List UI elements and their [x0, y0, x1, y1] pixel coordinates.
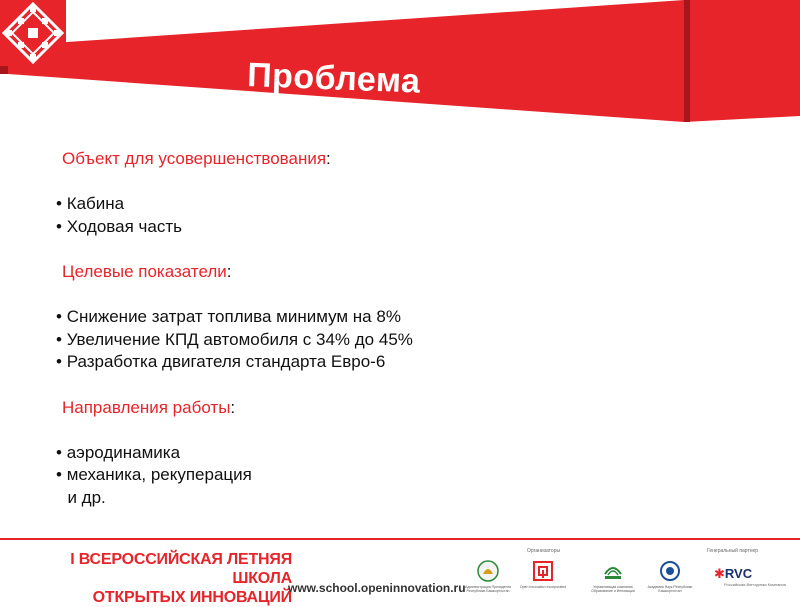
- slide-content: [56, 148, 413, 510]
- section-heading: Направления работы:: [62, 397, 236, 417]
- footer-divider: [0, 538, 800, 540]
- organizer-logo: Академия Наук Республики Башкортостан: [645, 560, 695, 593]
- organizer-logo: Open Innovation Incorporated: [518, 560, 568, 589]
- rvc-mark-icon: ✱: [714, 566, 725, 581]
- list-item: • Кабина: [56, 194, 125, 214]
- partner-logo: ✱RVC: [714, 566, 753, 581]
- open-innovation-logo-icon: [532, 560, 554, 582]
- list-continuation: и др.: [67, 487, 106, 507]
- partner-subtitle: Российская Венчурная Компания: [724, 582, 786, 587]
- section-heading: Целевые показатели:: [62, 261, 232, 281]
- section-heading: Объект для усовершенствования:: [62, 149, 331, 168]
- list-item: • Ходовая часть: [56, 216, 182, 236]
- organizer-logo: Управляющая компания Образование и Инновации: [588, 560, 638, 593]
- bashkortostan-emblem-icon: [477, 560, 499, 582]
- school-url-link[interactable]: www.school.openinnovation.ru: [288, 581, 466, 595]
- school-title: [22, 550, 292, 607]
- organizer-logo: Администрация Президента Республики Башкортостан: [463, 560, 513, 593]
- title-banner: [0, 0, 800, 140]
- school-title-line1: I ВСЕРОССИЙСКАЯ ЛЕТНЯЯ ШКОЛА: [70, 551, 292, 587]
- partner-label: Генеральный партнер: [707, 548, 759, 554]
- organizers-label: Организаторы: [527, 548, 561, 554]
- list-item: • Увеличение КПД автомобиля с 34% до 45%: [56, 329, 413, 349]
- school-title-line2: ОТКРЫТЫХ ИННОВАЦИЙ: [92, 589, 292, 606]
- education-innovation-logo-icon: [602, 560, 624, 582]
- list-item: • Разработка двигателя стандарта Евро-6: [56, 352, 386, 372]
- list-item: • механика, рекуперация: [56, 465, 252, 485]
- list-item: • аэродинамика: [56, 442, 181, 462]
- ornament-logo-icon: [0, 0, 66, 66]
- academy-of-sciences-logo-icon: [659, 560, 681, 582]
- slide-title: Проблема: [246, 56, 422, 101]
- list-item: • Снижение затрат топлива минимум на 8%: [56, 307, 401, 327]
